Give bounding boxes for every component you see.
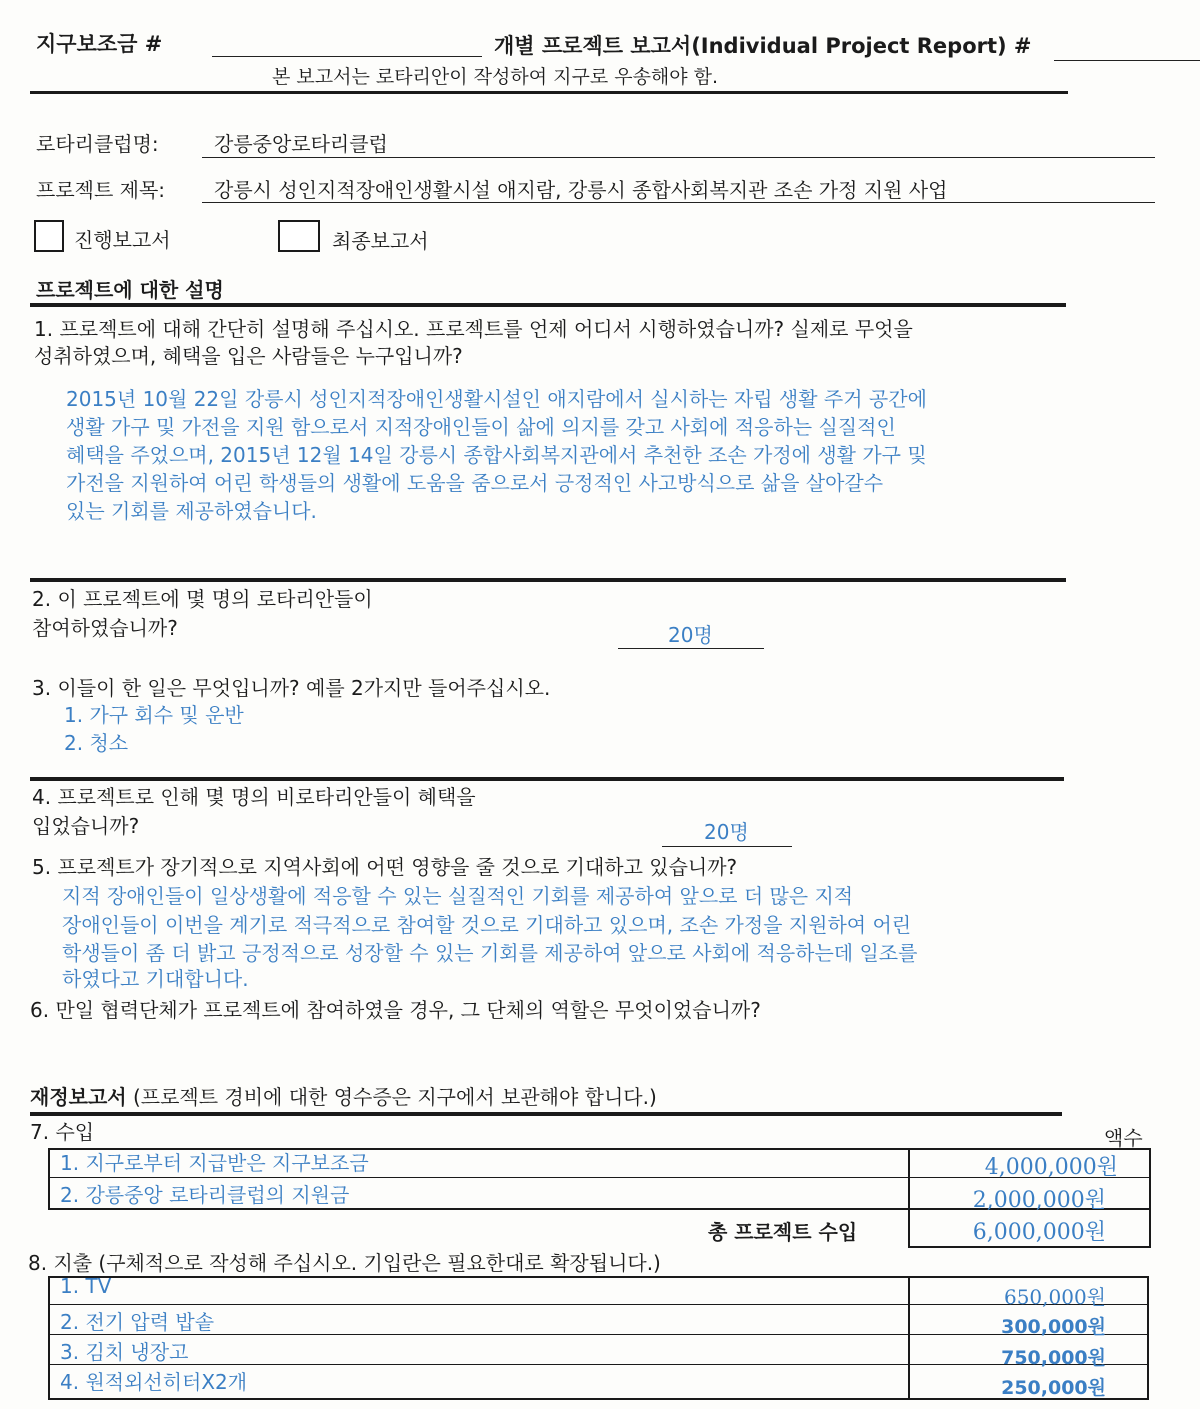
progress-report-label: 진행보고서 — [74, 228, 171, 252]
expense-label: 8. 지출 (구체적으로 작성해 주십시오. 기입란은 필요한대로 확장됩니다.) — [28, 1251, 661, 1275]
q5-answer-line: 장애인들이 이번을 계기로 적극적으로 참여할 것으로 기대하고 있으며, 조손 가정을 지원하여 어린 — [62, 913, 912, 937]
q2-text-line2: 참여하였습니까? — [32, 616, 178, 640]
q2-text-line1: 2. 이 프로젝트에 몇 명의 로타리안들이 — [32, 587, 373, 611]
expense-item-label: 3. 김치 냉장고 — [60, 1340, 189, 1364]
club-label: 로타리클럽명: — [36, 132, 159, 156]
progress-report-checkbox[interactable] — [34, 220, 64, 252]
total-income-label: 총 프로젝트 수입 — [708, 1220, 858, 1244]
club-underline — [202, 157, 1155, 158]
income-item-amount[interactable]: 2,000,000원 — [972, 1188, 1106, 1213]
expense-item-amount[interactable]: 300,000원 — [1001, 1316, 1106, 1338]
q1-divider — [30, 578, 1066, 582]
income-column-divider — [908, 1148, 910, 1210]
q3-text-line1: 3. 이들이 한 일은 무엇입니까? 예를 2가지만 들어주십시오. — [32, 676, 551, 700]
project-label: 프로젝트 제목: — [36, 178, 166, 202]
finance-title-note: (프로젝트 경비에 대한 영수증은 지구에서 보관해야 합니다.) — [126, 1085, 657, 1109]
q5-answer-line: 학생들이 좀 더 밝고 긍정적으로 성장할 수 있는 기회를 제공하여 앞으로 사회에 적응하는데 일조를 — [62, 941, 918, 965]
expense-item-amount[interactable]: 650,000원 — [1003, 1285, 1106, 1309]
q1-answer-line: 가전을 지원하여 어린 학생들의 생활에 도움을 줌으로서 긍정적인 사고방식으로 삶을 살아갈수 — [66, 471, 884, 495]
q2-answer-underline — [618, 648, 764, 649]
q4-text-line2: 입었습니까? — [32, 814, 140, 838]
expense-item-label: 2. 전기 압력 밥솥 — [60, 1310, 215, 1334]
q1-answer-line: 혜택을 주었으며, 2015년 12월 14일 강릉시 종합사회복지관에서 추천한 조손 가정에 생활 가구 및 — [66, 443, 927, 467]
report-number-field[interactable] — [1054, 60, 1200, 61]
section-divider — [30, 303, 1066, 307]
q2-answer[interactable]: 20명 — [668, 623, 713, 647]
q1-answer-line: 생활 가구 및 가전을 지원 함으로서 지적장애인들이 삶에 의지를 갖고 사회에 적응하는 실질적인 — [66, 415, 896, 439]
q5-answer-line: 하였다고 기대합니다. — [62, 967, 249, 991]
project-underline — [202, 202, 1155, 203]
final-report-checkbox[interactable] — [278, 220, 320, 252]
report-title: 개별 프로젝트 보고서(Individual Project Report) # — [494, 34, 1032, 58]
q4-text-line1: 4. 프로젝트로 인해 몇 명의 비로타리안들이 혜택을 — [32, 785, 476, 809]
income-item-amount[interactable]: 4,000,000원 — [984, 1155, 1118, 1180]
expense-item-label: 4. 원적외선히터X2개 — [60, 1370, 248, 1394]
section-description-title: 프로젝트에 대한 설명 — [36, 278, 224, 302]
finance-title — [30, 1081, 657, 1110]
grant-number-field[interactable] — [212, 56, 482, 57]
q5-text-line1: 5. 프로젝트가 장기적으로 지역사회에 어떤 영향을 줄 것으로 기대하고 있습니까? — [32, 855, 738, 879]
final-report-label: 최종보고서 — [332, 229, 429, 253]
q5-answer-line: 지적 장애인들이 일상생활에 적응할 수 있는 실질적인 기회를 제공하여 앞으로 더 많은 지적 — [62, 884, 854, 908]
finance-divider — [30, 1112, 1062, 1116]
q3-answer-item: 2. 청소 — [64, 731, 129, 755]
q3-answer-item: 1. 가구 회수 및 운반 — [64, 703, 244, 727]
q4-answer-underline — [662, 846, 792, 847]
total-income-amount[interactable]: 6,000,000원 — [972, 1220, 1106, 1245]
q1-answer-line: 2015년 10월 22일 강릉시 성인지적장애인생활시설인 애지람에서 실시하는 자립 생활 주거 공간에 — [66, 387, 927, 411]
grant-label: 지구보조금 # — [36, 32, 163, 56]
q1-answer-line: 있는 기회를 제공하였습니다. — [66, 499, 317, 523]
expense-item-amount[interactable]: 750,000원 — [1001, 1347, 1106, 1369]
income-label: 7. 수입 — [30, 1120, 95, 1144]
q1-text-line2: 성취하였으며, 혜택을 입은 사람들은 누구입니까? — [34, 344, 463, 368]
amount-header: 액수 — [1104, 1126, 1143, 1150]
q1-text-line1: 1. 프로젝트에 대해 간단히 설명해 주십시오. 프로젝트를 언제 어디서 시행하였습니까? 실제로 무엇을 — [34, 317, 913, 341]
income-item-label: 2. 강릉중앙 로타리클럽의 지원금 — [60, 1183, 350, 1207]
income-item-label: 1. 지구로부터 지급받은 지구보조금 — [60, 1151, 369, 1175]
expense-column-divider — [908, 1276, 910, 1400]
report-notice: 본 보고서는 로타리안이 작성하여 지구로 우송해야 함. — [272, 66, 719, 88]
expense-item-amount[interactable]: 250,000원 — [1001, 1377, 1106, 1399]
q4-answer[interactable]: 20명 — [704, 820, 749, 844]
club-name-field[interactable]: 강릉중앙로타리클럽 — [214, 132, 388, 156]
q6-text-line1: 6. 만일 협력단체가 프로젝트에 참여하였을 경우, 그 단체의 역할은 무엇이었습니까? — [30, 998, 761, 1022]
project-title-field[interactable]: 강릉시 성인지적장애인생활시설 애지람, 강릉시 종합사회복지관 조손 가정 지원 사업 — [214, 178, 948, 202]
finance-title-bold: 재정보고서 — [30, 1085, 127, 1109]
header-divider — [30, 91, 1068, 94]
expense-item-label: 1. TV — [60, 1274, 112, 1298]
